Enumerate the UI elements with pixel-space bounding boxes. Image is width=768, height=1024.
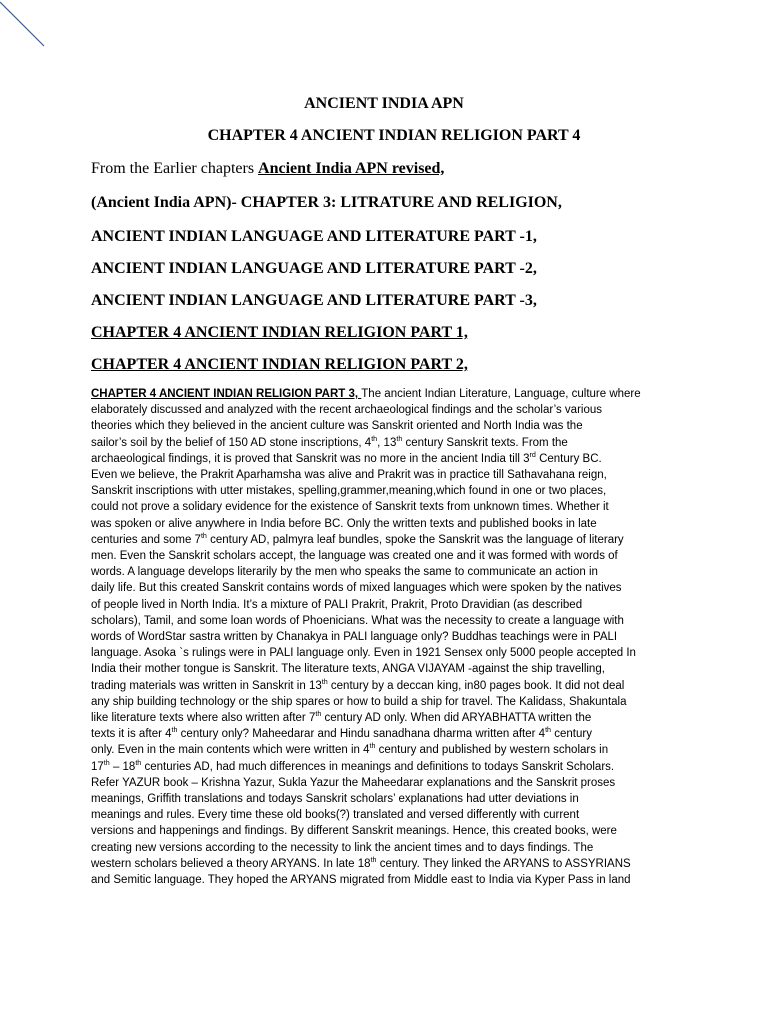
- superscript: th: [371, 434, 378, 443]
- document-title: ANCIENT INDIA APN: [304, 95, 464, 112]
- language-part1-link[interactable]: ANCIENT INDIAN LANGUAGE AND LITERATURE PART -1,: [91, 228, 537, 245]
- body-line: scholars), Tamil, and some loan words of Phoenicians. What was the necessity to create a language with: [91, 614, 624, 627]
- body-text-segment: Century BC.: [535, 452, 602, 465]
- body-text-segment: century and published by western scholars in: [375, 744, 609, 757]
- body-text-segment: trading materials was written in Sanskrit in 13: [91, 679, 322, 692]
- body-line: daily life. But this created Sanskrit contains words of mixed languages which were spoken by the natives: [91, 582, 622, 595]
- religion-part1-link[interactable]: CHAPTER 4 ANCIENT INDIAN RELIGION PART 1,: [91, 324, 468, 341]
- body-text-segment: 17: [91, 760, 104, 773]
- body-line: men. Even the Sanskrit scholars accept, the language was created one and it was formed with words of: [91, 550, 618, 563]
- body-line: [91, 710, 691, 726]
- body-line: could not prove a solidary evidence for the existence of Sanskrit texts from unknown times. Whether it: [91, 501, 609, 514]
- chapter3-rest: )- CHAPTER 3: LITRATURE AND RELIGION,: [226, 194, 562, 211]
- body-text-segment: century. They linked the ARYANS to ASSYRIANS: [376, 857, 631, 870]
- body-text-segment: texts it is after 4: [91, 728, 172, 741]
- body-text-segment: century by a deccan king, in80 pages book. It did not deal: [327, 679, 625, 692]
- body-text-segment: like literature texts where also written after 7: [91, 712, 316, 725]
- body-line: meanings, Griffith translations and todays Sanskrit scholars’ explanations had utter deviations in: [91, 793, 579, 806]
- body-line: [91, 451, 691, 467]
- body-line: words of WordStar sastra written by Chanakya in PALI language only? Buddhas teachings were in PALI: [91, 631, 618, 644]
- body-line: [91, 435, 691, 451]
- body-text-segment: western scholars believed a theory ARYANS. In late 18: [91, 857, 371, 870]
- body-text-segment: century Sanskrit texts. From the: [402, 436, 568, 449]
- body-line: elaborately discussed and analyzed with the recent archaeological findings and the scholar’s various: [91, 404, 602, 417]
- body-line: meanings and rules. Every time these old books(?) translated and versed differently with current: [91, 809, 580, 822]
- body-line: theories which they believed in the ancient culture was Sanskrit oriented and North India was the: [91, 420, 583, 433]
- document-subtitle: CHAPTER 4 ANCIENT INDIAN RELIGION PART 4: [207, 127, 581, 144]
- open-paren: (: [91, 194, 97, 211]
- earlier-chapters-line: [91, 160, 444, 178]
- body-text-segment: The ancient Indian Literature, Language, culture where: [361, 388, 641, 400]
- superscript: th: [200, 532, 207, 540]
- superscript: th: [171, 726, 178, 735]
- apn-link[interactable]: Ancient India APN: [96, 194, 227, 211]
- superscript: th: [369, 742, 376, 751]
- body-text-segment: centuries and some 7: [91, 533, 201, 546]
- body-text-segment: century AD, palmyra leaf bundles, spoke the Sanskrit was the language of literary: [206, 533, 624, 546]
- body-line: [91, 759, 691, 775]
- body-line: was spoken or alive anywhere in India before BC. Only the written texts and published books in late: [91, 517, 597, 530]
- body-text-segment: only. Even in the main contents which were written in 4: [91, 744, 370, 757]
- body-line: versions and happenings and findings. By different Sanskrit meanings. Hence, this created books, were: [91, 825, 617, 838]
- body-line: [91, 678, 691, 694]
- chapter3-line: [91, 194, 562, 212]
- body-text-segment: century only? Maheedarar and Hindu sanadhana dharma written after 4: [177, 728, 546, 741]
- language-part3-link[interactable]: ANCIENT INDIAN LANGUAGE AND LITERATURE PART -3,: [91, 292, 537, 309]
- body-text-segment: sailor’s soil by the belief of 150 AD stone inscriptions, 4: [91, 436, 372, 449]
- body-paragraph: [91, 386, 691, 888]
- body-line: [91, 726, 691, 742]
- earlier-link-apn-revised[interactable]: Ancient India APN revised,: [258, 160, 445, 177]
- superscript: th: [103, 758, 110, 767]
- body-text-segment: century AD only. When did ARYABHATTA written the: [321, 712, 592, 725]
- body-line: of people lived in North India. It’s a mixture of PALI Prakrit, Prakrit, Proto Dravidian (as described: [91, 598, 583, 611]
- body-text-segment: , 13: [377, 436, 397, 449]
- superscript: th: [315, 710, 322, 719]
- religion-part2-link[interactable]: CHAPTER 4 ANCIENT INDIAN RELIGION PART 2,: [91, 356, 468, 373]
- corner-fold-line: [0, 0, 60, 60]
- superscript: th: [370, 856, 377, 865]
- superscript: th: [321, 677, 328, 686]
- body-text-segment: centuries AD, had much differences in meanings and definitions to todays Sanskrit Scholars.: [141, 760, 615, 773]
- superscript: th: [545, 726, 552, 735]
- superscript: th: [135, 758, 142, 767]
- body-line: Sanskrit inscriptions with utter mistakes, spelling,grammer,meaning,which found in one or two places,: [91, 485, 607, 498]
- earlier-prefix: From the Earlier chapters: [91, 160, 259, 177]
- body-text-segment: century: [551, 728, 592, 741]
- body-line: creating new versions according to the necessity to link the ancient times and to days findings. The: [91, 841, 594, 854]
- language-part2-link[interactable]: ANCIENT INDIAN LANGUAGE AND LITERATURE PART -2,: [91, 260, 537, 277]
- body-line: Even we believe, the Prakrit Aparhamsha was alive and Prakrit was in practice till Sathavahana reign,: [91, 469, 607, 482]
- body-line: [91, 386, 691, 402]
- superscript: rd: [529, 450, 536, 459]
- body-line: [91, 856, 691, 872]
- body-line: language. Asoka `s rulings were in PALI language only. Even in 1921 Sensex only 5000 people accepted In: [91, 647, 636, 660]
- religion-part3-link[interactable]: CHAPTER 4 ANCIENT INDIAN RELIGION PART 3,: [91, 388, 362, 400]
- body-line: [91, 532, 691, 548]
- body-line: India their mother tongue is Sanskrit. The literature texts, ANGA VIJAYAM -against the ship travelling,: [91, 663, 605, 676]
- body-line: and Semitic language. They hoped the ARYANS migrated from Middle east to India via Kyper Pass in land: [91, 874, 631, 887]
- body-line: words. A language develops literarily by the men who speaks the same to communicate an action in: [91, 566, 598, 579]
- body-text-segment: – 18: [109, 760, 136, 773]
- body-line: [91, 742, 691, 758]
- body-line: Refer YAZUR book – Krishna Yazur, Sukla Yazur the Maheedarar explanations and the Sanskrit proses: [91, 776, 616, 789]
- body-text-segment: archaeological findings, it is proved that Sanskrit was no more in the ancient India till 3: [91, 452, 530, 465]
- superscript: th: [396, 434, 403, 443]
- body-line: any ship building technology or the ship spares or how to build a ship for travel. The Kalidass, Shakuntala: [91, 695, 627, 708]
